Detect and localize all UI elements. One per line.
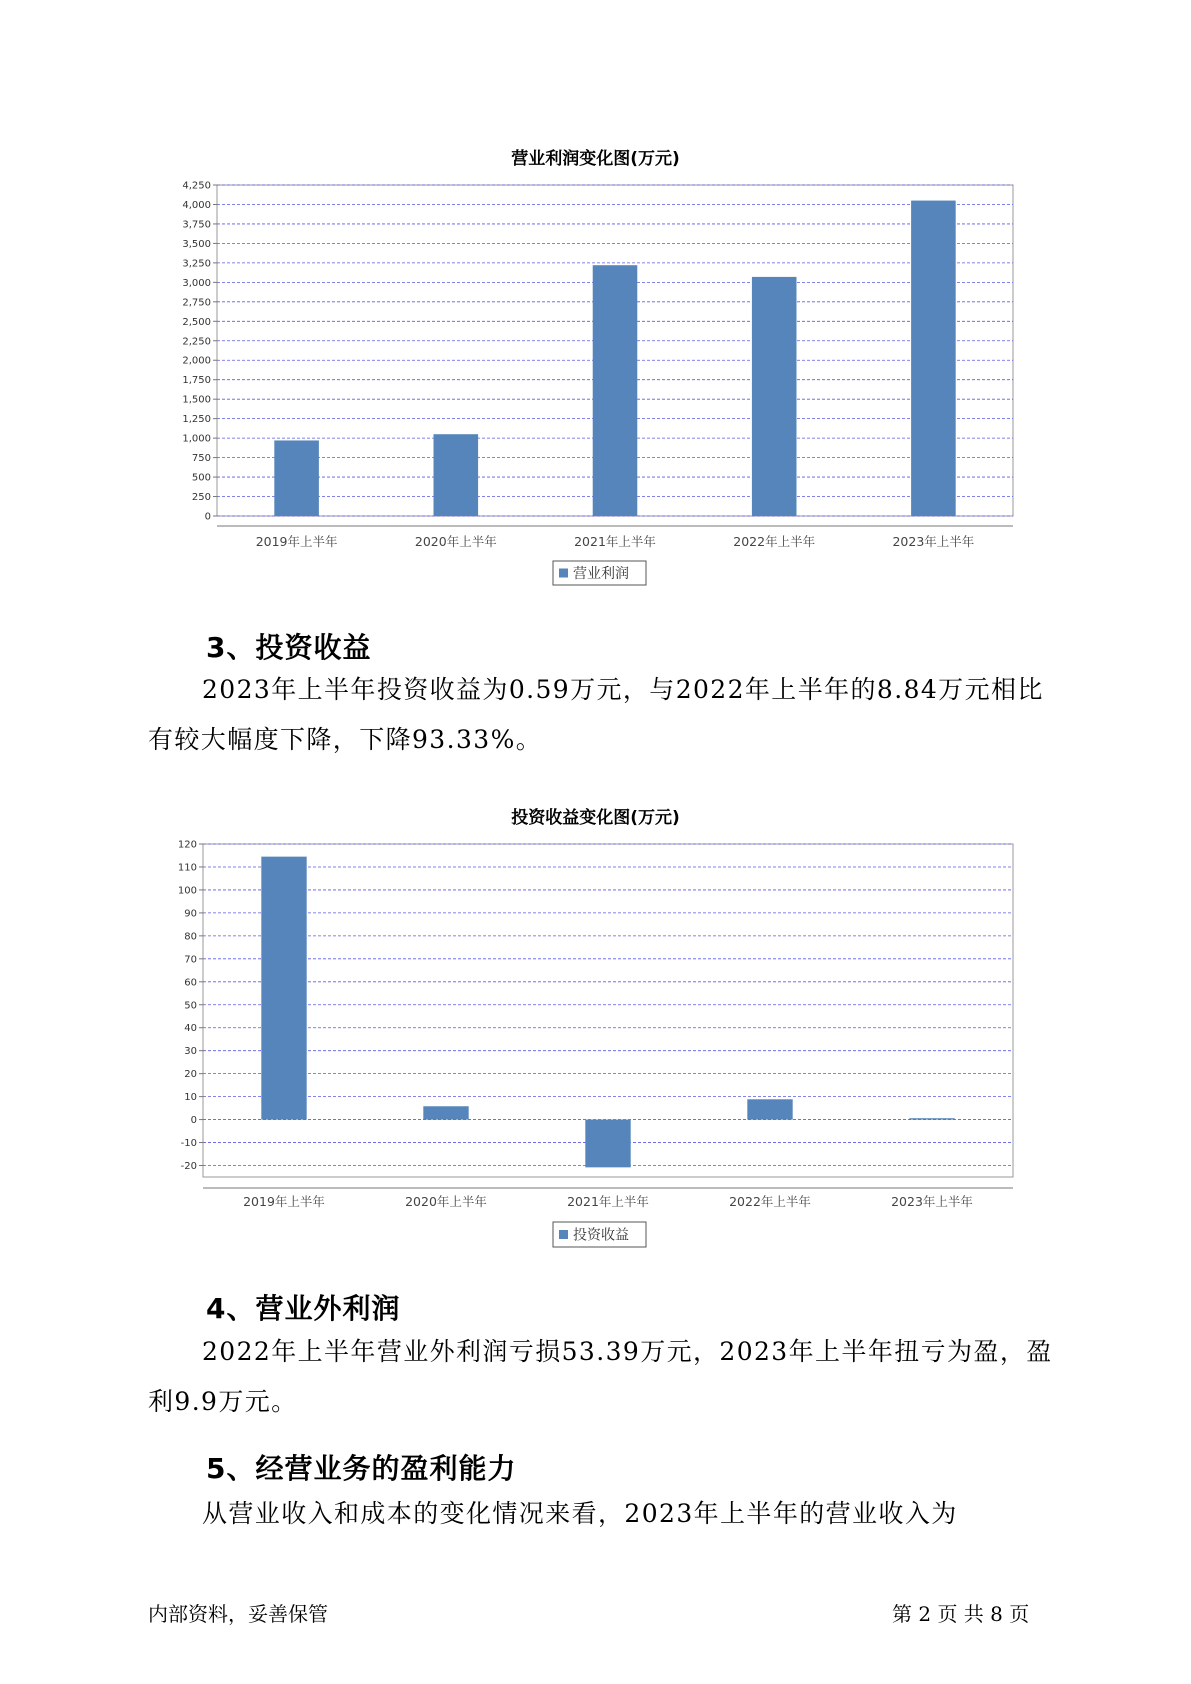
section4-paragraph-line2: 利9.9万元。 bbox=[148, 1387, 298, 1416]
x-category-label: 2023年上半年 bbox=[891, 1194, 973, 1209]
y-tick-label: 70 bbox=[184, 954, 197, 966]
y-tick-label: 40 bbox=[184, 1023, 197, 1035]
section3-paragraph-line1: 2023年上半年投资收益为0.59万元，与2022年上半年的8.84万元相比 bbox=[202, 675, 1044, 704]
section5-paragraph-line1: 从营业收入和成本的变化情况来看，2023年上半年的营业收入为 bbox=[202, 1499, 958, 1528]
y-tick-label: 20 bbox=[184, 1069, 197, 1081]
x-category-label: 2021年上半年 bbox=[567, 1194, 649, 1209]
bar bbox=[909, 1118, 954, 1119]
x-category-label: 2021年上半年 bbox=[574, 534, 656, 549]
section3-paragraph-line2: 有较大幅度下降，下降93.33%。 bbox=[148, 725, 543, 754]
y-tick-label: 2,250 bbox=[182, 336, 211, 348]
x-category-label: 2020年上半年 bbox=[414, 534, 497, 549]
legend-swatch bbox=[559, 1230, 568, 1239]
y-tick-label: 120 bbox=[177, 839, 197, 851]
y-tick-label: 100 bbox=[177, 885, 197, 897]
y-tick-label: 0 bbox=[190, 1115, 197, 1127]
bar bbox=[747, 1099, 792, 1119]
y-tick-label: 500 bbox=[191, 472, 211, 484]
x-category-label: 2022年上半年 bbox=[733, 534, 816, 549]
x-category-label: 2019年上半年 bbox=[243, 1194, 325, 1209]
y-tick-label: 80 bbox=[184, 931, 197, 943]
x-category-label: 2023年上半年 bbox=[892, 534, 975, 549]
y-tick-label: 50 bbox=[184, 1000, 197, 1012]
y-tick-label: 750 bbox=[191, 453, 211, 465]
x-category-label: 2019年上半年 bbox=[255, 534, 338, 549]
legend-label: 营业利润 bbox=[573, 566, 629, 582]
bar bbox=[261, 857, 306, 1120]
y-tick-label: 4,250 bbox=[182, 180, 211, 192]
chart2-title: 投资收益变化图(万元) bbox=[511, 808, 680, 828]
y-tick-label: 1,250 bbox=[182, 414, 211, 426]
y-tick-label: 3,750 bbox=[182, 219, 211, 231]
section4-paragraph-line1: 2022年上半年营业外利润亏损53.39万元，2023年上半年扭亏为盈，盈 bbox=[202, 1337, 1053, 1366]
page-number: 第 2 页 共 8 页 bbox=[892, 1602, 1030, 1626]
section5-heading: 5、经营业务的盈利能力 bbox=[206, 1452, 517, 1485]
footer-note: 内部资料，妥善保管 bbox=[148, 1602, 328, 1626]
y-tick-label: -10 bbox=[180, 1138, 197, 1150]
y-tick-label: 4,000 bbox=[182, 199, 211, 211]
bar bbox=[423, 1106, 468, 1119]
section4-heading: 4、营业外利润 bbox=[206, 1292, 401, 1325]
y-tick-label: 2,750 bbox=[182, 297, 211, 309]
y-tick-label: 110 bbox=[177, 862, 197, 874]
legend-label: 投资收益 bbox=[573, 1227, 629, 1244]
y-tick-label: 3,000 bbox=[182, 277, 211, 289]
y-tick-label: 3,500 bbox=[182, 238, 211, 250]
x-category-label: 2020年上半年 bbox=[405, 1194, 487, 1209]
y-tick-label: 90 bbox=[184, 908, 197, 920]
bar bbox=[585, 1120, 630, 1168]
y-tick-label: 30 bbox=[184, 1046, 197, 1058]
y-tick-label: -20 bbox=[180, 1161, 197, 1173]
y-tick-label: 1,500 bbox=[182, 394, 211, 406]
x-category-label: 2022年上半年 bbox=[729, 1194, 811, 1209]
chart1-title: 营业利润变化图(万元) bbox=[511, 149, 680, 169]
section3-heading: 3、投资收益 bbox=[206, 631, 372, 664]
y-tick-label: 0 bbox=[204, 511, 211, 523]
y-tick-label: 250 bbox=[191, 492, 211, 504]
y-tick-label: 2,500 bbox=[182, 316, 211, 328]
y-tick-label: 3,250 bbox=[182, 258, 211, 270]
y-tick-label: 1,000 bbox=[182, 433, 211, 445]
y-tick-label: 10 bbox=[184, 1092, 197, 1104]
y-tick-label: 60 bbox=[184, 977, 197, 989]
y-tick-label: 2,000 bbox=[182, 355, 211, 367]
y-tick-label: 1,750 bbox=[182, 375, 211, 387]
